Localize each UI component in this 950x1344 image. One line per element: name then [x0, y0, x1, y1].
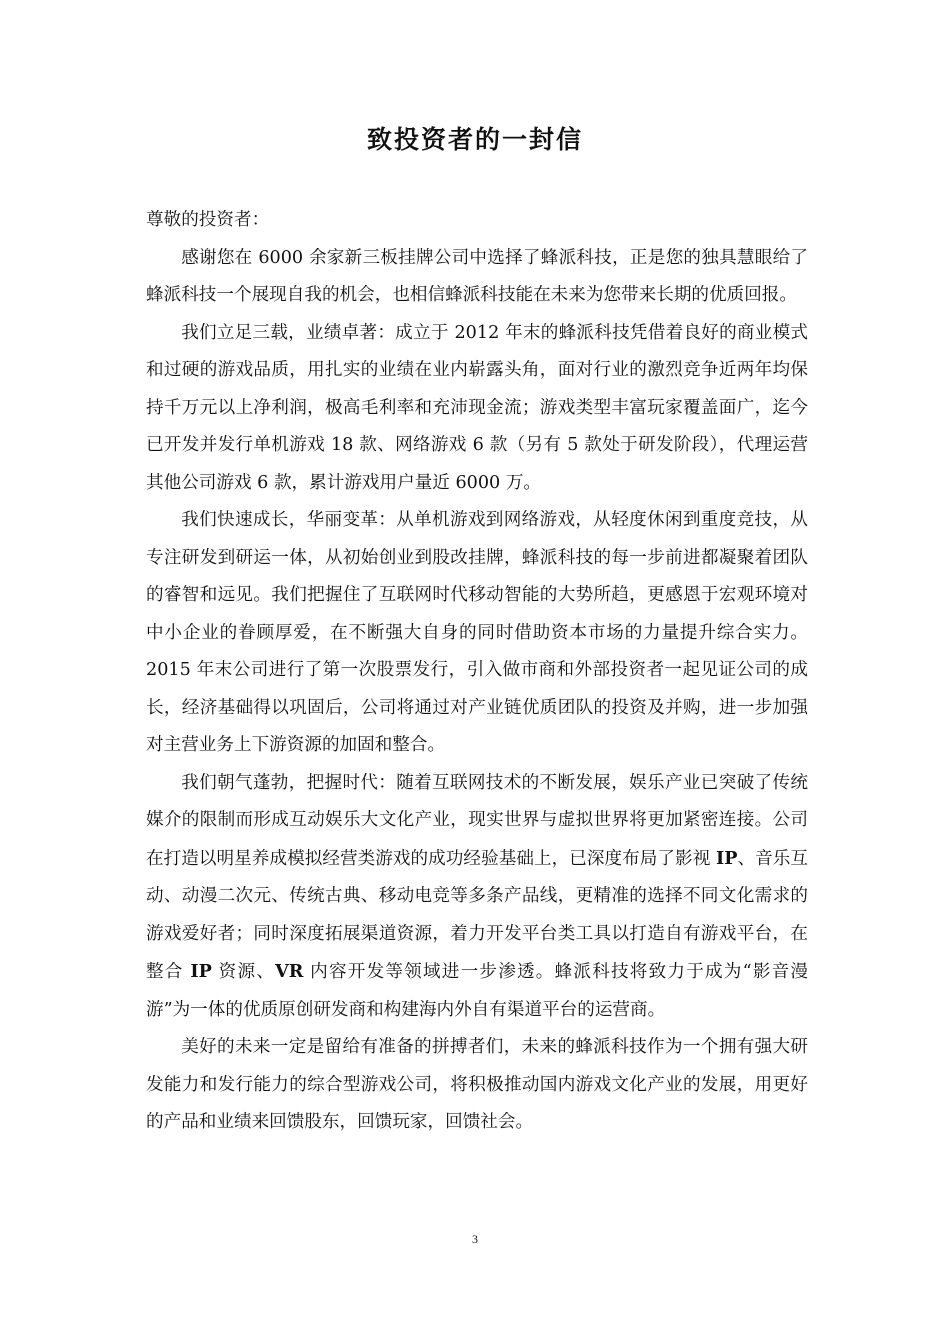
paragraph-achievements: 我们立足三载，业绩卓著：成立于 2012 年末的蜂派科技凭借着良好的商业模式和过硬的游戏品质，用扎实的业绩在业内崭露头角，面对行业的激烈竞争近两年均保持千万元以上净利润，极高毛利率和充沛现金流；游戏类型丰富玩家覆盖面广，迄今已开发并发行单机游戏 18 款、网络游戏 6 款（另有 5 款处于研发阶段），代理运营其他公司游戏 6 款，累计游戏用户量近 6000 万。	[146, 322, 808, 493]
paragraph-vision-part-1: 我们朝气蓬勃，把握时代：随着互联网技术的不断发展，娱乐产业已突破了传统媒介的限制而形成互动娱乐大文化产业，现实世界与虚拟世界将更加紧密连接。公司在打造以明星养成模拟经营类游戏的成功经验基础上，已深度布局了影视	[146, 772, 808, 869]
ip-term-1: IP	[715, 847, 738, 869]
page-number: 3	[472, 1232, 478, 1246]
paragraph-vision	[146, 765, 808, 1030]
letter-body	[146, 202, 808, 1142]
letter-title: 致投资者的一封信	[366, 125, 583, 154]
paragraph-closing: 美好的未来一定是留给有准备的拼搏者们，未来的蜂派科技作为一个拥有强大研发能力和发行能力的综合型游戏公司，将积极推动国内游戏文化产业的发展，用更好的产品和业绩来回馈股东，回馈玩家，回馈社会。	[146, 1037, 808, 1132]
paragraph-vision-part-2: 、音乐互动、动漫二次元、传统古典、移动电竞等多条产品线，更精准的选择不同文化需求的游戏爱好者；同时深度拓展渠道资源，着力开发平台类工具以打造自有游戏平台，在整合	[146, 848, 808, 982]
paragraph-growth: 我们快速成长，华丽变革：从单机游戏到网络游戏，从轻度休闲到重度竞技，从专注研发到研运一体，从初始创业到股改挂牌，蜂派科技的每一步前进都凝聚着团队的睿智和远见。我们把握住了互联网时代移动智能的大势所趋，更感恩于宏观环境对中小企业的眷顾厚爱，在不断强大自身的同时借助资本市场的力量提升综合实力。2015 年末公司进行了第一次股票发行，引入做市商和外部投资者一起见证公司的成长，经济基础得以巩固后，公司将通过对产业链优质团队的投资及并购，进一步加强对主营业务上下游资源的加固和整合。	[146, 510, 808, 755]
salutation: 尊敬的投资者：	[146, 210, 270, 230]
vr-term: VR	[275, 961, 304, 982]
ip-term-2: IP	[190, 961, 212, 982]
paragraph-vision-part-4: 内容开发等领域进一步渗透。蜂派科技将致力于成为“影音漫游”为一体的优质原创研发商和构建海内外自有渠道平台的运营商。	[146, 962, 809, 1020]
paragraph-vision-part-3: 资源、	[211, 962, 276, 982]
paragraph-thanks: 感谢您在 6000 余家新三板挂牌公司中选择了蜂派科技，正是您的独具慧眼给了蜂派科技一个展现自我的机会，也相信蜂派科技能在未来为您带来长期的优质回报。	[146, 247, 808, 305]
